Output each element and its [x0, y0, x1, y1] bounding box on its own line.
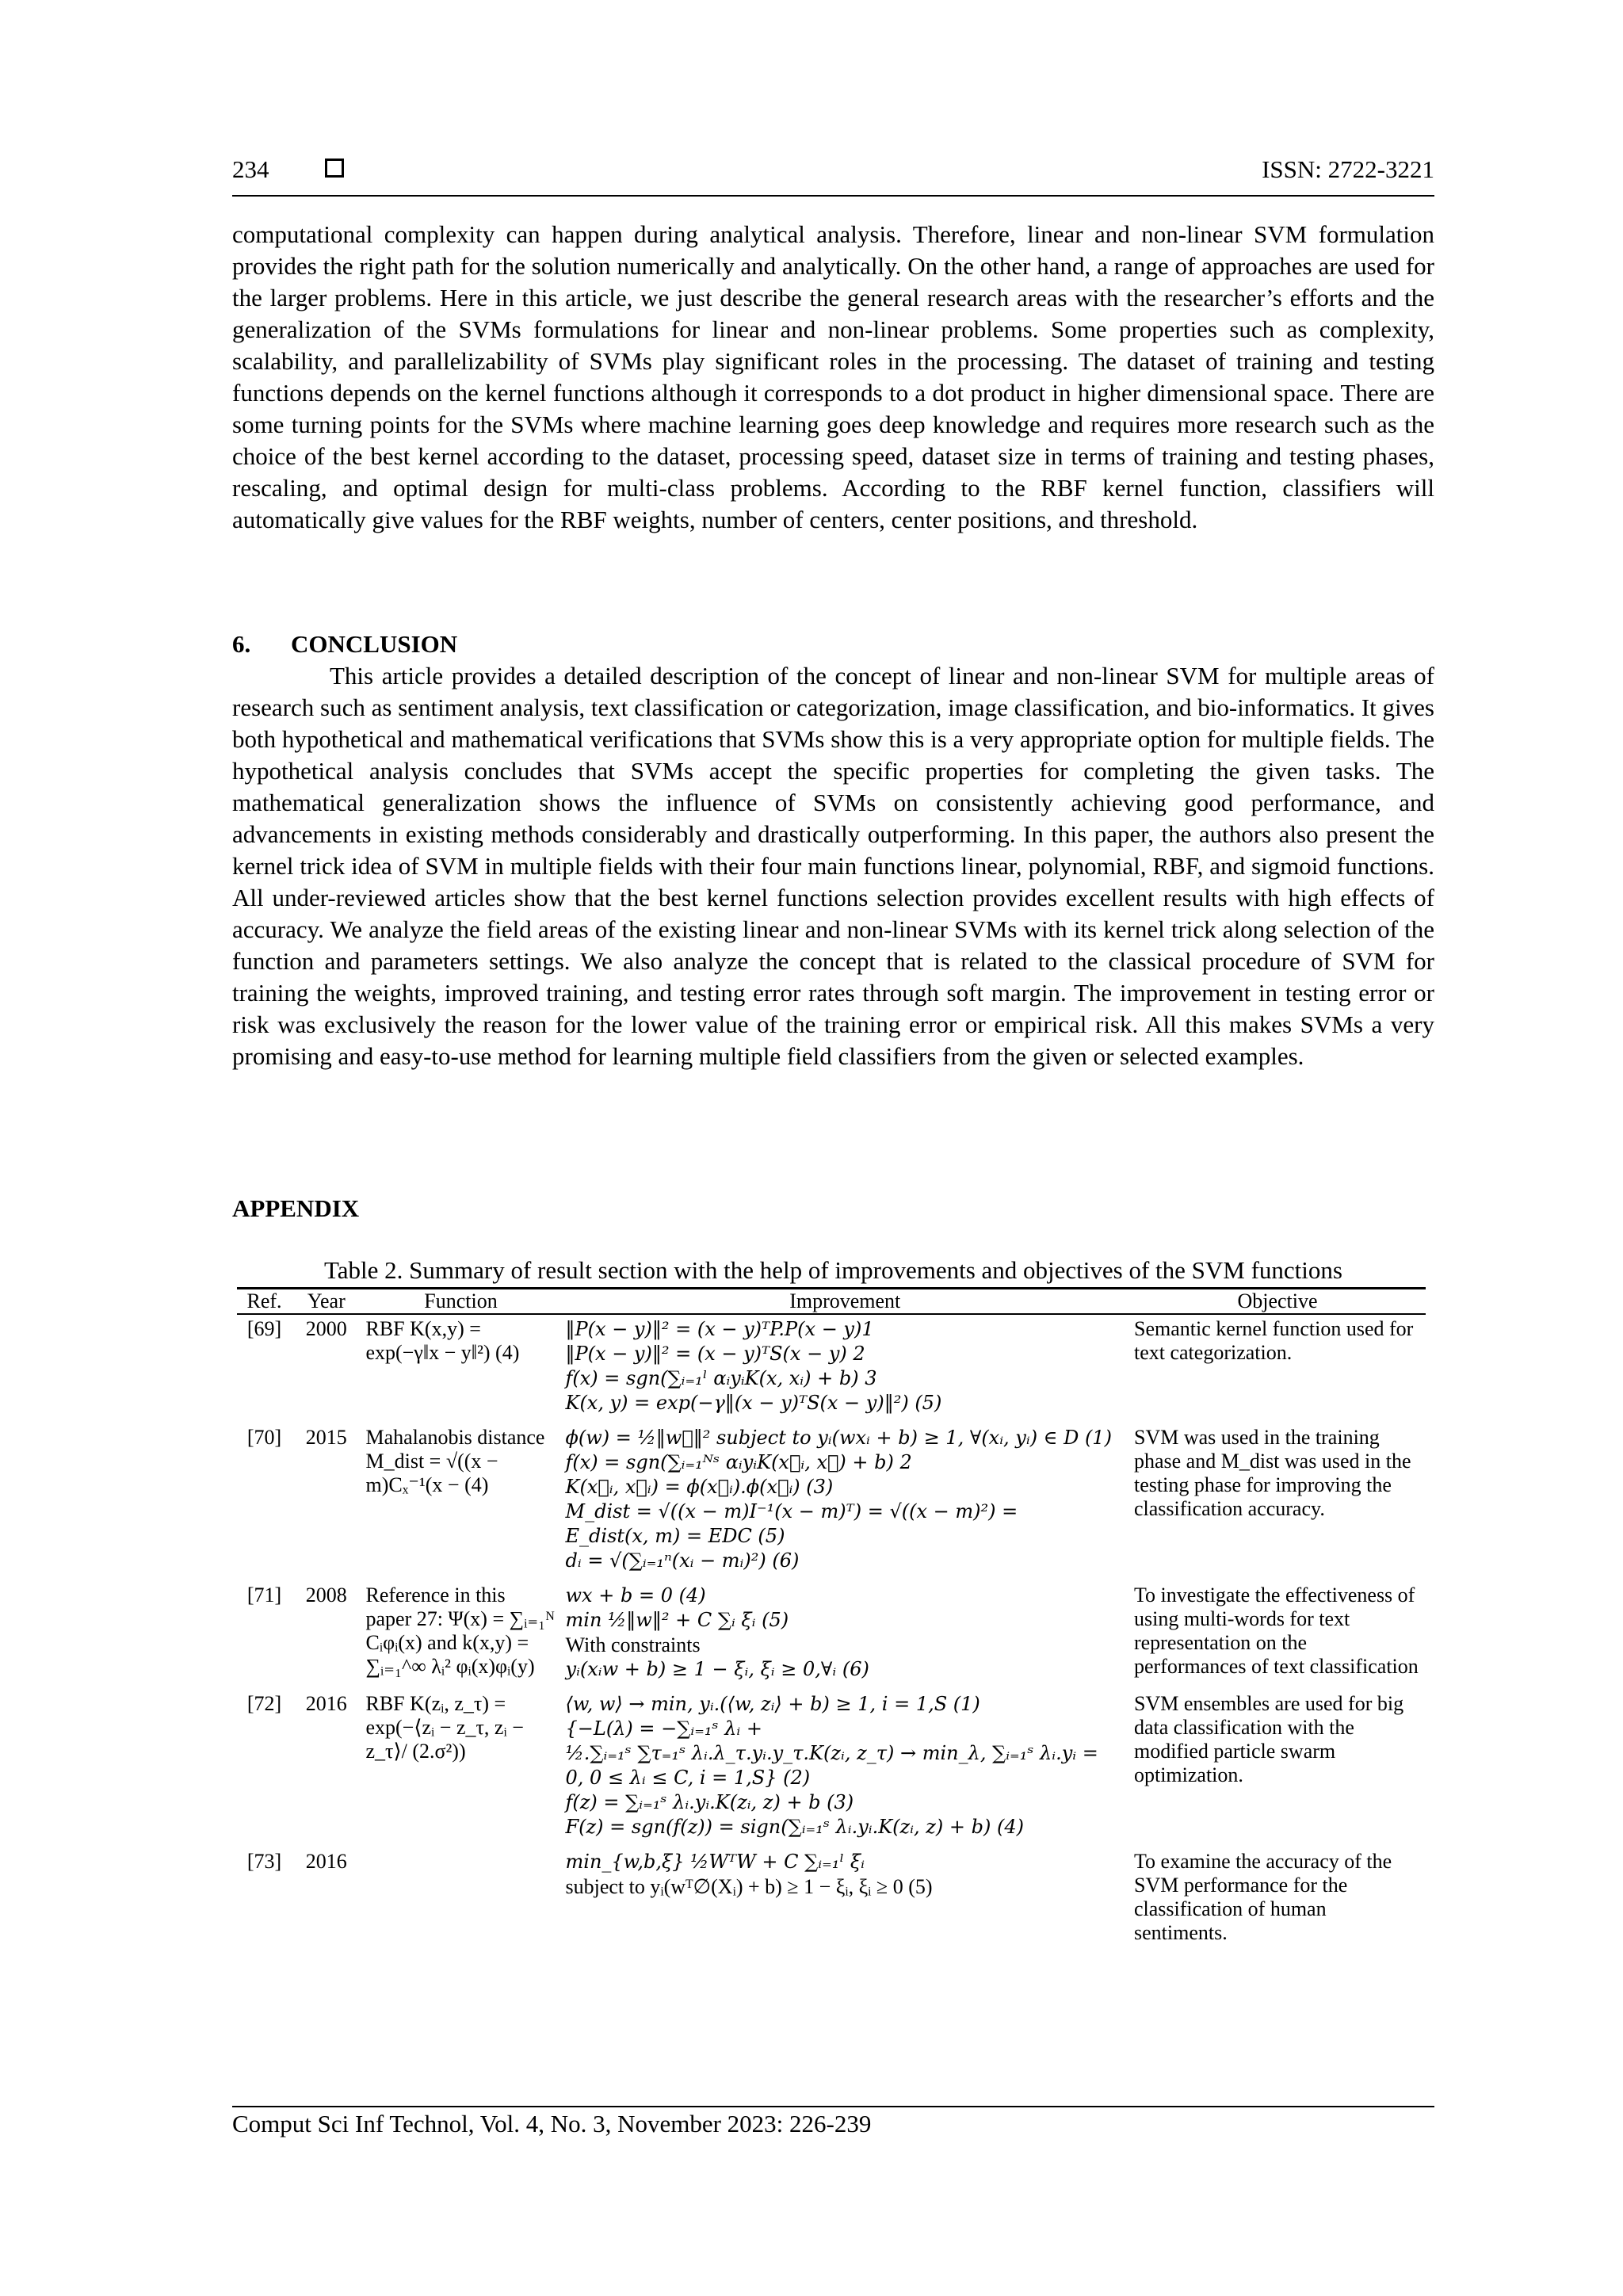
conclusion-paragraph: This article provides a detailed description of the concept of linear and non-linear SVM for multiple areas of research such as sentiment analysis, text classification or categorization, image classification, and bio-informatics. It gives both hypothetical and mathematical verifications that SVMs show this is a very appropriate option for multiple fields. The hypothetical analysis concludes that SVMs accept the specific properties for completing the given tasks. The mathematical generalization shows the influence of SVMs on consistently achieving good performance, and advancements in existing methods considerably and drastically outperforming. In this paper, the authors also present the kernel trick idea of SVM in multiple fields with their four main functions linear, polynomial, RBF, and sigmoid functions. All under-reviewed articles show that the best kernel functions selection provides excellent results with high effects of accuracy. We analyze the field areas of the existing linear and non-linear SVMs with its kernel trick along selection of the function and parameters settings. We also analyze the concept that is related to the classical procedure of SVM for training the weights, improved training, and testing error rates through soft margin. The improvement in testing error or risk was exclusively the reason for the lower value of the training error or empirical risk. All this makes SVMs a very promising and easy-to-use method for learning multiple field classifiers from the given or selected examples.: [232, 662, 1434, 1070]
table-header-row: [237, 1289, 1426, 1315]
cell-improvement: [561, 1690, 1129, 1847]
table-row: [237, 1690, 1426, 1847]
cell-function: [361, 1847, 560, 1953]
cell-year: 2008: [305, 1584, 347, 1606]
issn-label: ISSN: 2722-3221: [1262, 155, 1434, 183]
equation-line: ⟨w, w⟩ → min, yᵢ.(⟨w, zᵢ⟩ + b) ≥ 1, i = 1,S (1): [565, 1693, 980, 1715]
header-ref: Ref.: [237, 1289, 292, 1315]
header-year: Year: [292, 1289, 361, 1315]
equation-line: E_dist(x, m) = EDC (5): [565, 1525, 785, 1547]
cell-ref: [70]: [246, 1426, 282, 1449]
equation-line: yᵢ(xᵢw + b) ≥ 1 − ξᵢ, ξᵢ ≥ 0,∀ᵢ (6): [565, 1658, 869, 1680]
equation-line: M_dist = √((x − m)I⁻¹(x − m)ᵀ) = √((x − m)²) =: [565, 1500, 1018, 1522]
cell-year: 2000: [305, 1317, 347, 1340]
cell-improvement: [561, 1847, 1129, 1953]
cell-year: 2015: [305, 1426, 347, 1449]
cell-year: 2016: [305, 1692, 347, 1715]
appendix-heading: APPENDIX: [232, 1194, 360, 1222]
cell-function: Mahalanobis distance M_dist = √((x − m)Cₓ⁻¹(x − (4): [365, 1426, 545, 1496]
equation-line: K(x, y) = exp(−γ‖(x − y)ᵀS(x − y)‖²) (5): [565, 1392, 942, 1414]
table-body: [237, 1314, 1426, 1953]
cell-function: Reference in this paper 27: Ψ(x) = ∑ᵢ₌₁ᴺ Cᵢφᵢ(x) and k(x,y) = ∑ᵢ₌₁^∞ λᵢ² φᵢ(x)φᵢ(y): [365, 1584, 556, 1678]
cell-objective: Semantic kernel function used for text categorization.: [1133, 1317, 1414, 1364]
equation-line: min_{w,b,ξ} ½WᵀW + C ∑ᵢ₌₁ˡ ξᵢ: [565, 1851, 865, 1873]
cell-objective: To investigate the effectiveness of using multi-words for text representation on the performances of text classification: [1133, 1584, 1419, 1678]
equation-line: ϕ(w) = ½‖w⃗‖² subject to yᵢ(wxᵢ + b) ≥ 1, ∀(xᵢ, yᵢ) ∈ D (1): [565, 1427, 1112, 1449]
table-row: [237, 1423, 1426, 1581]
table-row: [237, 1847, 1426, 1953]
intro-paragraph: computational complexity can happen during analytical analysis. Therefore, linear and non-linear SVM formulation provides the right path for the solution numerically and analytically. On the other hand, a range of approaches are used for the larger problems. Here in this article, we just describe the general research areas with the researcher’s efforts and the generalization of the SVMs formulations for linear and non-linear problems. Some properties such as complexity, scalability, and parallelizability of SVMs play significant roles in the processing. The dataset of training and testing functions depends on the kernel functions although it corresponds to a dot product in higher dimensional space. There are some turning points for the SVMs where machine learning goes deep knowledge and requires more research such as the choice of the best kernel according to the dataset, processing speed, dataset size in terms of training and testing phases, rescaling, and optimal design for multi-class problems. According to the RBF kernel function, classifiers will automatically give values for the RBF weights, number of centers, center positions, and threshold.: [232, 220, 1434, 533]
header-objective: Objective: [1129, 1289, 1426, 1315]
equation-line: {−L(λ) = −∑ᵢ₌₁ˢ λᵢ +: [565, 1717, 762, 1740]
cell-ref: [69]: [246, 1317, 282, 1340]
equation-line: ‖P(x − y)‖² = (x − y)ᵀS(x − y) 2: [565, 1343, 865, 1365]
cell-ref: [72]: [246, 1692, 282, 1715]
equation-line: wx + b = 0 (4): [565, 1584, 706, 1606]
footer-rule: [232, 2106, 1434, 2107]
summary-table: [237, 1287, 1426, 1953]
equation-line: ‖P(x − y)‖² = (x − y)ᵀP.P(x − y)1: [565, 1318, 874, 1340]
equation-line: ½.∑ᵢ₌₁ˢ ∑τ₌₁ˢ λᵢ.λ_τ.yᵢ.y_τ.K(zᵢ, z_τ) → min_λ, ∑ᵢ₌₁ˢ λᵢ.yᵢ =: [565, 1742, 1098, 1764]
equation-line: With constraints: [565, 1633, 701, 1656]
table-row: [237, 1581, 1426, 1690]
header-improvement: Improvement: [561, 1289, 1129, 1315]
cell-improvement: [561, 1581, 1129, 1690]
equation-line: dᵢ = √(∑ᵢ₌₁ⁿ(xᵢ − mᵢ)²) (6): [565, 1549, 800, 1572]
table-row: [237, 1314, 1426, 1423]
cell-objective: To examine the accuracy of the SVM performance for the classification of human sentiments.: [1133, 1850, 1392, 1944]
equation-line: f(x) = sgn(∑ᵢ₌₁ᴺˢ αᵢyᵢK(x⃗ᵢ, x⃗) + b) 2: [565, 1451, 912, 1473]
cell-year: 2016: [305, 1850, 347, 1873]
equation-line: subject to yᵢ(wᵀ∅(Xᵢ) + b) ≥ 1 − ξᵢ, ξᵢ ≥ 0 (5): [565, 1875, 933, 1898]
checkbox-square-icon: [325, 159, 344, 178]
cell-ref: [73]: [246, 1850, 282, 1873]
header-function: Function: [361, 1289, 560, 1315]
cell-function: RBF K(zᵢ, z_τ) = exp(−⟨zᵢ − z_τ, zᵢ − z_τ⟩/ (2.σ²)): [365, 1692, 524, 1763]
header-rule: [232, 195, 1434, 197]
cell-improvement: [561, 1314, 1129, 1423]
cell-function: RBF K(x,y) = exp(−γ‖x − y‖²) (4): [365, 1317, 520, 1364]
equation-line: F(z) = sgn(f(z)) = sign(∑ᵢ₌₁ˢ λᵢ.yᵢ.K(zᵢ, z) + b) (4): [565, 1816, 1024, 1838]
equation-line: min ½‖w‖² + C ∑ᵢ ξᵢ (5): [565, 1609, 789, 1631]
table-caption: Table 2. Summary of result section with the help of improvements and objectives of the SVM functions: [324, 1256, 1342, 1284]
page-number: 234: [232, 155, 269, 183]
equation-line: 0, 0 ≤ λᵢ ≤ C, i = 1,S} (2): [565, 1767, 811, 1789]
cell-objective: SVM was used in the training phase and M_dist was used in the testing phase for improving the classification accuracy.: [1133, 1426, 1411, 1520]
cell-improvement: [561, 1423, 1129, 1581]
equation-line: K(x⃗ᵢ, x⃗ᵢ) = ϕ(x⃗ᵢ).ϕ(x⃗ᵢ) (3): [565, 1476, 834, 1498]
section-title: CONCLUSION: [291, 630, 458, 658]
page-footer: Comput Sci Inf Technol, Vol. 4, No. 3, November 2023: 226-239: [232, 2110, 872, 2137]
page-header: [232, 155, 1434, 192]
equation-line: f(x) = sgn(∑ᵢ₌₁ˡ αᵢyᵢK(x, xᵢ) + b) 3: [565, 1367, 877, 1389]
cell-objective: SVM ensembles are used for big data classification with the modified particle swarm optimization.: [1133, 1692, 1404, 1786]
section-heading-conclusion: [232, 628, 457, 660]
section-number: 6.: [232, 630, 251, 658]
equation-line: f(z) = ∑ᵢ₌₁ˢ λᵢ.yᵢ.K(zᵢ, z) + b (3): [565, 1791, 854, 1813]
cell-ref: [71]: [246, 1584, 282, 1606]
